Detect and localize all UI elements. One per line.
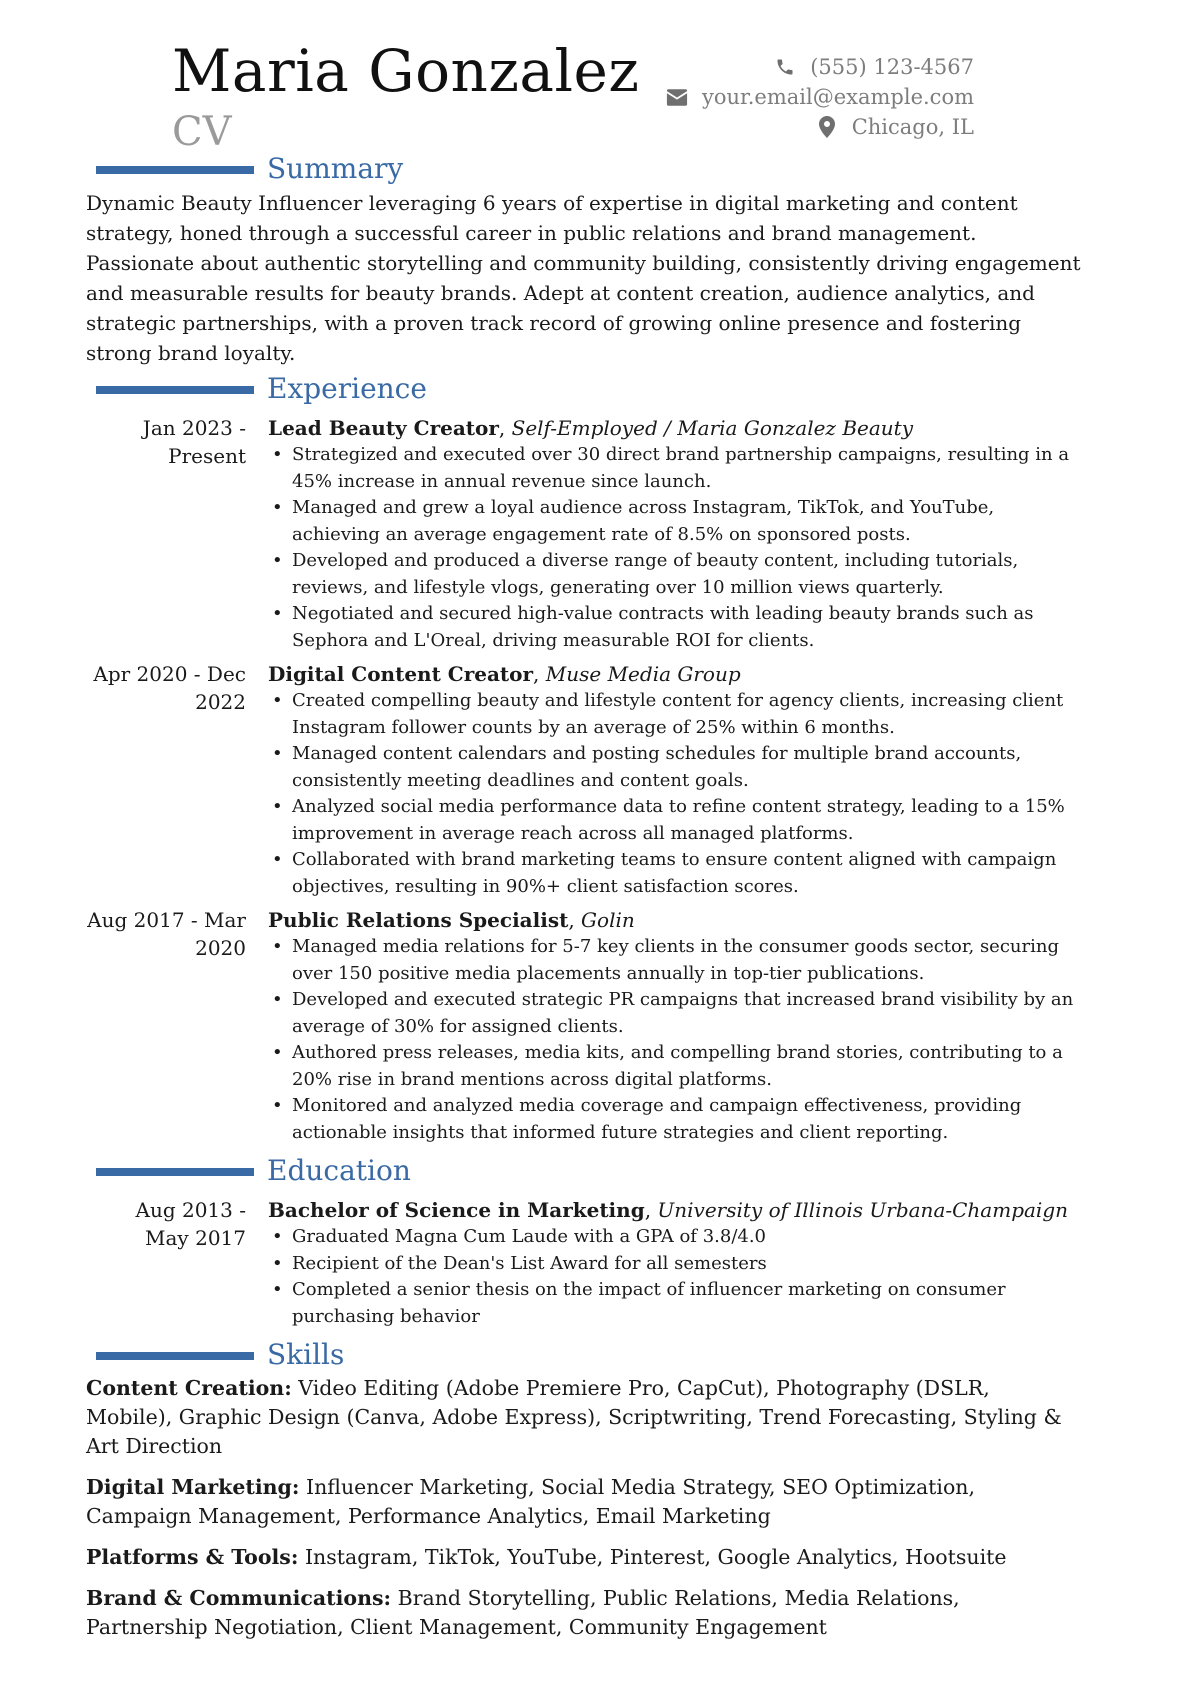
skill-items: Brand Storytelling, Public Relations, Media Relations, Partnership Negotiation, Client Management, Community Engagement — [86, 1586, 960, 1639]
education-heading — [86, 1154, 1082, 1190]
section-title: Experience — [267, 372, 427, 405]
job-title: Public Relations Specialist — [268, 908, 569, 932]
experience-entry — [86, 906, 1082, 1146]
job-title: Digital Content Creator — [268, 662, 534, 686]
bullet-item: • Monitored and analyzed media coverage and campaign effectiveness, providing actionable insights that informed future strategies and client reporting. — [268, 1093, 1082, 1146]
skill-group — [86, 1543, 1082, 1572]
contact-info — [664, 52, 974, 142]
skill-label: Platforms & Tools: — [86, 1545, 299, 1569]
location-text: Chicago, IL — [851, 115, 974, 139]
entry-role: Public Relations Specialist, Golin — [268, 908, 635, 932]
experience-heading — [86, 372, 1082, 408]
entry-date: Apr 2020 - Dec 2022 — [93, 662, 246, 714]
section-title: Education — [267, 1154, 411, 1187]
job-title: Lead Beauty Creator — [268, 416, 499, 440]
bullet-list — [268, 688, 1082, 900]
entry-date: Aug 2017 - Mar 2020 — [87, 908, 246, 960]
bullet-item: • Managed and grew a loyal audience across Instagram, TikTok, and YouTube, achieving an average engagement rate of 8.5% on sponsored posts. — [268, 495, 1082, 548]
contact-location — [664, 112, 974, 142]
bullet-item: • Completed a senior thesis on the impact of influencer marketing on consumer purchasing behavior — [268, 1277, 1082, 1330]
bullet-item: • Created compelling beauty and lifestyle content for agency clients, increasing client Instagram follower counts by an average of 25% within 6 months. — [268, 688, 1082, 741]
bullet-item: • Negotiated and secured high-value contracts with leading beauty brands such as Sephora and L'Oreal, driving measurable ROI for clients. — [268, 601, 1082, 654]
summary-text: Dynamic Beauty Influencer leveraging 6 years of expertise in digital marketing and content strategy, honed through a successful career in public relations and brand management. Passionate about authentic storytelling and community building, consistently driving engagement and measurable results for beauty brands. Adept at content creation, audience analytics, and strategic partnerships, with a proven track record of growing online presence and fostering strong brand loyalty. — [86, 191, 1081, 365]
skill-items: Video Editing (Adobe Premiere Pro, CapCut), Photography (DSLR, Mobile), Graphic Design (Canva, Adobe Express), Scriptwriting, Trend Forecasting, Styling & Art Direction — [86, 1376, 1062, 1458]
email-link[interactable]: your.email@example.com — [701, 85, 974, 109]
resume-header — [86, 0, 1082, 155]
employer: Self-Employed / Maria Gonzalez Beauty — [511, 416, 914, 440]
bullet-item: • Authored press releases, media kits, and compelling brand stories, contributing to a 20% rise in brand mentions across digital platforms. — [268, 1040, 1082, 1093]
bullet-item: • Recipient of the Dean's List Award for all semesters — [268, 1251, 1082, 1278]
section-accent-bar — [96, 166, 254, 174]
skill-group — [86, 1584, 1082, 1642]
skills-list — [86, 1374, 1082, 1642]
section-title: Skills — [267, 1338, 345, 1371]
skill-group — [86, 1374, 1082, 1461]
section-accent-bar — [96, 1352, 254, 1360]
skill-group — [86, 1473, 1082, 1531]
employer: Golin — [581, 908, 635, 932]
bullet-list — [268, 1224, 1082, 1330]
candidate-name: Maria Gonzalez — [172, 37, 640, 105]
section-accent-bar — [96, 1168, 254, 1176]
entry-date: Jan 2023 - Present — [142, 416, 246, 468]
bullet-item: • Graduated Magna Cum Laude with a GPA of 3.8/4.0 — [268, 1224, 1082, 1251]
skill-label: Content Creation: — [86, 1376, 292, 1400]
section-accent-bar — [96, 386, 254, 394]
bullet-item: • Collaborated with brand marketing teams to ensure content aligned with campaign objectives, resulting in 90%+ client satisfaction scores. — [268, 847, 1082, 900]
summary-heading — [86, 152, 1082, 188]
bullet-list — [268, 934, 1082, 1146]
degree: Bachelor of Science in Marketing — [268, 1198, 645, 1222]
bullet-item: • Analyzed social media performance data to refine content strategy, leading to a 15% improvement in average reach across all managed platforms. — [268, 794, 1082, 847]
skill-items: Instagram, TikTok, YouTube, Pinterest, Google Analytics, Hootsuite — [304, 1545, 1007, 1569]
entry-role: Lead Beauty Creator, Self-Employed / Maria Gonzalez Beauty — [268, 416, 914, 440]
experience-entry — [86, 660, 1082, 900]
bullet-item: • Managed content calendars and posting schedules for multiple brand accounts, consistently meeting deadlines and content goals. — [268, 741, 1082, 794]
entry-date: Aug 2013 - May 2017 — [135, 1198, 246, 1250]
skill-label: Brand & Communications: — [86, 1586, 392, 1610]
bullet-item: • Strategized and executed over 30 direct brand partnership campaigns, resulting in a 45% increase in annual revenue since launch. — [268, 442, 1082, 495]
experience-entry — [86, 414, 1082, 654]
institution: University of Illinois Urbana-Champaign — [657, 1198, 1069, 1222]
envelope-icon — [664, 86, 690, 108]
skill-items: Influencer Marketing, Social Media Strategy, SEO Optimization, Campaign Management, Performance Analytics, Email Marketing — [86, 1475, 976, 1528]
skill-label: Digital Marketing: — [86, 1475, 300, 1499]
contact-phone — [664, 52, 974, 82]
entry-role: Digital Content Creator, Muse Media Group — [268, 662, 741, 686]
bullet-list — [268, 442, 1082, 654]
entry-role: Bachelor of Science in Marketing, University of Illinois Urbana-Champaign — [268, 1198, 1069, 1222]
phone-icon — [772, 56, 798, 78]
bullet-item: • Developed and executed strategic PR campaigns that increased brand visibility by an average of 30% for assigned clients. — [268, 987, 1082, 1040]
contact-email — [664, 82, 974, 112]
section-title: Summary — [267, 152, 404, 185]
bullet-item: • Managed media relations for 5-7 key clients in the consumer goods sector, securing over 150 positive media placements annually in top-tier publications. — [268, 934, 1082, 987]
employer: Muse Media Group — [545, 662, 741, 686]
education-entry — [86, 1196, 1082, 1330]
bullet-item: • Developed and produced a diverse range of beauty content, including tutorials, reviews, and lifestyle vlogs, generating over 10 million views quarterly. — [268, 548, 1082, 601]
document-subtitle: CV — [172, 109, 232, 155]
location-pin-icon — [814, 116, 840, 138]
skills-heading — [86, 1338, 1082, 1374]
phone-link[interactable]: (555) 123-4567 — [810, 55, 974, 79]
